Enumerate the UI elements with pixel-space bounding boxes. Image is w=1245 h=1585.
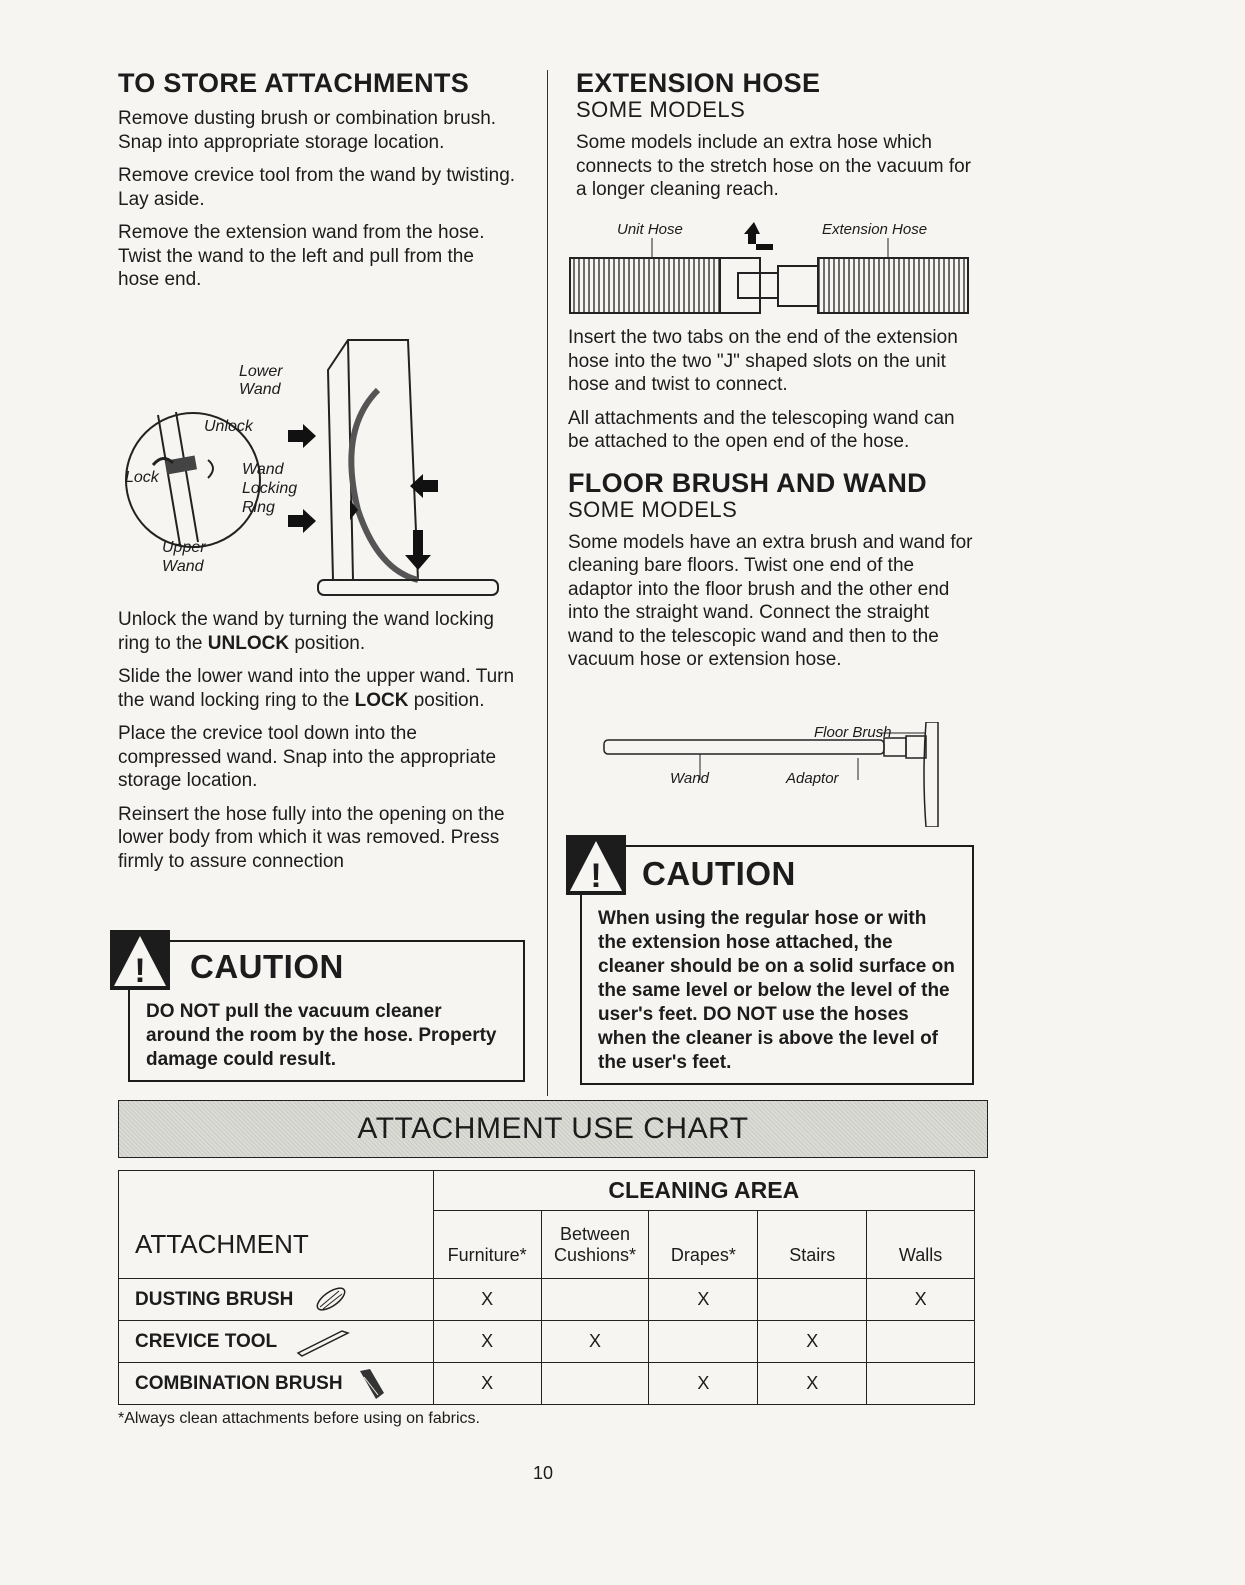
column-header: Drapes* <box>649 1211 758 1279</box>
crevice-tool-icon <box>292 1327 352 1357</box>
footnote: *Always clean attachments before using on fabrics. <box>118 1410 480 1427</box>
table-corner-cell <box>119 1171 434 1211</box>
table-row <box>119 1279 975 1321</box>
table-cell: X <box>867 1279 975 1321</box>
table-cell: X <box>649 1279 758 1321</box>
attachment-header: ATTACHMENT <box>119 1211 434 1279</box>
unlock-label: Unlock <box>204 418 253 435</box>
column-header: Walls <box>867 1211 975 1279</box>
table-cell: X <box>433 1279 541 1321</box>
attachment-use-table <box>118 1170 975 1405</box>
row-name: CREVICE TOOL <box>135 1330 277 1352</box>
lock-text-end: position. <box>408 689 485 711</box>
lock-paragraph <box>118 665 518 712</box>
caution-title-left: CAUTION <box>190 948 344 985</box>
column-header: Stairs <box>758 1211 867 1279</box>
floor-brush-title: FLOOR BRUSH AND WAND <box>568 467 927 498</box>
right-column <box>576 68 986 212</box>
svg-text:!: ! <box>134 952 146 990</box>
svg-text:!: ! <box>590 857 602 895</box>
table-cell: X <box>541 1321 649 1363</box>
store-paragraph-2: Remove crevice tool from the wand by twisting. Lay aside. <box>118 165 516 210</box>
reinsert-paragraph: Reinsert the hose fully into the opening on the lower body from which it was removed. Press firmly to assure connection <box>118 803 505 872</box>
store-paragraph-1: Remove dusting brush or combination brush. Snap into appropriate storage location. <box>118 108 497 153</box>
column-header: Furniture* <box>433 1211 541 1279</box>
floor-brush-paragraph: Some models have an extra brush and wand for cleaning bare floors. Twist one end of the adaptor into the floor brush and the other end into the straight wand. Connect the straight wand to the telescopic wand and then to the vacuum hose or extension hose. <box>568 531 973 670</box>
warning-icon <box>566 835 626 895</box>
row-name: COMBINATION BRUSH <box>135 1372 343 1394</box>
unit-hose-label: Unit Hose <box>617 221 683 238</box>
warning-icon <box>110 930 170 990</box>
table-cell <box>867 1363 975 1405</box>
left-column <box>118 68 518 302</box>
extension-hose-paragraph-2: Insert the two tabs on the end of the extension hose into the two "J" shaped slots on the unit hose and twist to connect. <box>568 327 958 395</box>
chart-title: ATTACHMENT USE CHART <box>357 1112 749 1145</box>
table-header-row-2 <box>119 1211 975 1279</box>
combination-brush-icon <box>356 1367 386 1401</box>
floor-brush-label: Floor Brush <box>814 724 892 741</box>
row-name: DUSTING BRUSH <box>135 1288 294 1310</box>
adaptor-label: Adaptor <box>786 770 839 787</box>
unlock-text-end: position. <box>289 632 366 654</box>
row-name-cell <box>119 1363 434 1405</box>
column-divider <box>547 70 548 1096</box>
lock-keyword: LOCK <box>354 689 409 711</box>
lower-wand-label: Lower Wand <box>239 363 283 398</box>
crevice-paragraph: Place the crevice tool down into the compressed wand. Snap into the appropriate storage location. <box>118 723 497 791</box>
extension-hose-paragraph-1: Some models include an extra hose which connects to the stretch hose on the vacuum for a longer cleaning reach. <box>576 132 972 200</box>
left-instructions <box>118 608 518 883</box>
hose-diagram <box>568 218 973 318</box>
row-name-cell <box>119 1279 434 1321</box>
wand-locking-ring-label: Wand Locking Ring <box>242 461 298 516</box>
table-cell: X <box>433 1321 541 1363</box>
table-cell <box>649 1321 758 1363</box>
wand-locking-diagram <box>118 330 518 600</box>
table-cell <box>541 1363 649 1405</box>
chart-banner <box>118 1100 988 1158</box>
caution-box-left <box>128 940 525 1082</box>
caution-box-right <box>580 845 974 1085</box>
table-cell: X <box>649 1363 758 1405</box>
floor-brush-illustration <box>600 722 945 827</box>
extension-hose-subtitle: SOME MODELS <box>576 97 746 122</box>
column-header: Between Cushions* <box>541 1211 649 1279</box>
table-header-row-1 <box>119 1171 975 1211</box>
upper-wand-label: Upper Wand <box>162 539 206 575</box>
cleaning-area-header: CLEANING AREA <box>433 1171 974 1211</box>
extension-hose-title: EXTENSION HOSE <box>576 68 821 98</box>
caution-text-left: DO NOT pull the vacuum cleaner around the room by the hose. Property damage could result. <box>146 1001 497 1070</box>
table-row <box>119 1363 975 1405</box>
dusting-brush-icon <box>311 1285 351 1315</box>
caution-title-right: CAUTION <box>642 855 796 892</box>
table-cell <box>867 1321 975 1363</box>
extension-hose-label: Extension Hose <box>822 221 928 238</box>
unlock-paragraph <box>118 608 518 655</box>
caution-text-right: When using the regular hose or with the extension hose attached, the cleaner should be on a solid surface on the same level or below the level of the user's feet. DO NOT use the hoses when the cleaner is above the level of the user's feet. <box>598 908 955 1073</box>
store-title: TO STORE ATTACHMENTS <box>118 68 470 98</box>
page-number: 10 <box>533 1463 554 1483</box>
unlock-text: Unlock the wand by turning the wand locking ring to the <box>118 609 495 654</box>
row-name-cell <box>119 1321 434 1363</box>
table-cell: X <box>433 1363 541 1405</box>
extension-instructions <box>568 326 978 682</box>
table-row <box>119 1321 975 1363</box>
floor-brush-subtitle: SOME MODELS <box>568 496 738 522</box>
lock-label: Lock <box>125 469 159 486</box>
table-cell: X <box>758 1321 867 1363</box>
wand-label: Wand <box>670 770 709 787</box>
table-cell <box>541 1279 649 1321</box>
lock-text: Slide the lower wand into the upper wand. Turn the wand locking ring to the <box>118 666 515 711</box>
floor-brush-diagram <box>600 722 945 827</box>
unlock-keyword: UNLOCK <box>207 632 290 654</box>
table-cell: X <box>758 1363 867 1405</box>
store-paragraph-3: Remove the extension wand from the hose. Twist the wand to the left and pull from the hose end. <box>118 222 485 290</box>
table-cell <box>758 1279 867 1321</box>
extension-hose-paragraph-3: All attachments and the telescoping wand can be attached to the open end of the hose. <box>568 407 955 452</box>
